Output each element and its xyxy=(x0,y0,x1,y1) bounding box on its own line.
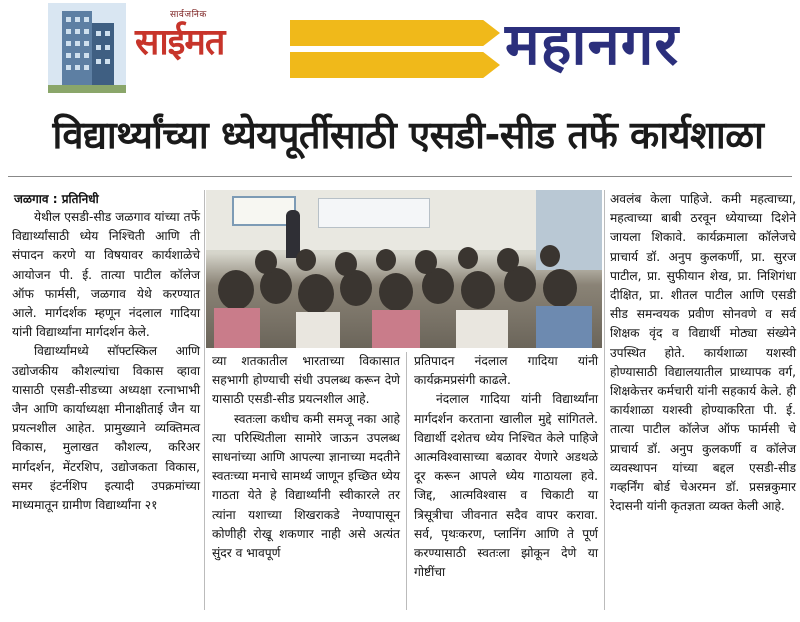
newspaper-name: साईमत xyxy=(135,21,225,63)
section-title: महानगर xyxy=(505,10,680,78)
paragraph: अवलंब केला पाहिजे. कमी महत्वाच्या, महत्वाच्या बाबी ठरवून ध्येयाच्या दिशेने जायला शिकावे. कार्यक्रमाला कॉलेजचे प्राचार्य डॉ. अनुप कुलकर्णी, प्रा. सुरज पाटील, प्रा. सुफीयान शेख, प्रा. निशिगंधा दीक्षित, प्रा. शीतल पाटील आणि एसडी सीड समन्वयक प्रवीण सोनवणे व सर्व शिक्षक वृंद व विद्यार्थी मोठ्या संख्येने उपस्थित होते. कार्यशाळा यशस्वी होण्यासाठी विद्यालयातील प्राध्यापक वर्ग, शिक्षकेत्तर कर्मचारी यांनी सहकार्य केले. ही कार्यशाळा यशस्वी होण्याकरिता पी. ई. तात्या पाटील कॉलेज ऑफ फार्मसी चे प्राचार्य डॉ. अनुप कुलकर्णी व कॉलेज व्यवस्थापन यांच्या बद्दल एसडी-सीड गव्हर्निंग बोर्ड चेअरमन डॉ. प्रसन्नकुमार रेदासनी यांनी कृतज्ञता व्यक्त केली आहे. xyxy=(610,192,796,514)
column-rule xyxy=(406,352,407,610)
column-rule xyxy=(204,190,205,610)
article-column-2 xyxy=(212,352,400,563)
column-rule xyxy=(604,190,605,610)
article-column-4 xyxy=(610,190,796,516)
paragraph: विद्यार्थ्यांमध्ये सॉफ्टस्किल आणि उद्योजकीय कौशल्यांचा विकास व्हावा यासाठी एसडी-सीडच्या अध्यक्षा रत्नाभाभी जैन आणि कार्याध्यक्षा मीनाक्षीताई जैन या प्रयत्नशील आहेत. प्रामुख्याने व्यक्तिमत्व विकास, मुलाखत कौशल्य, करिअर मार्गदर्शन, मेंटरशिप, उद्योजकता विकास, समर इंटर्नशिप इत्यादी उपक्रमांच्या माध्यमातून ग्रामीण विद्यार्थ्यांना २१ xyxy=(12,344,200,513)
dateline: जळगाव : प्रतिनिधी xyxy=(14,192,99,206)
masthead xyxy=(0,0,800,92)
paragraph: प्रतिपादन नंदलाल गादिया यांनी कार्यक्रमप्रसंगी काढले. xyxy=(414,354,598,388)
article-headline: विद्यार्थ्यांच्या ध्येयपूर्तीसाठी एसडी-सीड तर्फे कार्यशाळा xyxy=(52,113,764,157)
building-logo-icon xyxy=(48,3,126,93)
audience-icon xyxy=(206,190,602,348)
decorative-arrow-bar xyxy=(290,52,500,78)
paragraph: स्वतःला कधीच कमी समजू नका आहे त्या परिस्थितीला सामोरे जाऊन उपलब्ध साधनांच्या आणि आपल्या ज्ञानाच्या मदतीने स्वतःच्या मनाचे सामर्थ्य जाणून इच्छित ध्येय गाठता येते हे विद्यार्थ्यांनी स्वीकारले तर त्यांना यशाच्या शिखराकडे नेण्यापासून कोणीही रोखू शकणार नाही असे अत्यंत सुंदर व भावपूर्ण xyxy=(212,411,400,561)
article-column-3 xyxy=(414,352,598,582)
paragraph: व्या शतकातील भारताच्या विकासात सहभागी होण्याची संधी उपलब्ध करून देणे यासाठी एसडी-सीड प्रयत्नशील आहे. xyxy=(212,354,400,407)
masthead-tagline: सार्वजनिक xyxy=(170,10,207,20)
article-column-1 xyxy=(12,208,200,515)
workshop-photo xyxy=(206,190,602,348)
paragraph: येथील एसडी-सीड जळगाव यांच्या तर्फे विद्यार्थ्यांसाठी ध्येय निश्चिती आणि ती संपादन करणे या विषयावर कार्यशाळेचे आयोजन पी. ई. तात्या पाटील कॉलेज ऑफ फार्मसी, जळगाव येथे करण्यात आले. मार्गदर्शक म्हणून नंदलाल गादिया यांनी विद्यार्थ्यांना मार्गदर्शन केले. xyxy=(12,210,200,340)
divider xyxy=(8,176,792,177)
decorative-arrow-bar xyxy=(290,20,500,46)
paragraph: नंदलाल गादिया यांनी विद्यार्थ्यांना मार्गदर्शन करताना खालील मुद्दे सांगितले. विद्यार्थी दशेतच ध्येय निश्चित केले पाहिजे आत्मविश्वासाच्या बळावर येणारे अडथळे दूर करून आपले ध्येय गाठायला हवे. जिद्द, आत्मविश्वास व चिकाटी या त्रिसूत्रीचा जीवनात सदैव वापर करावा. सर्व, पृथःकरण, प्लानिंग आणि ते पूर्ण करण्यासाठी स्वतःला झोकून देणे या गोष्टींचा xyxy=(414,392,598,580)
